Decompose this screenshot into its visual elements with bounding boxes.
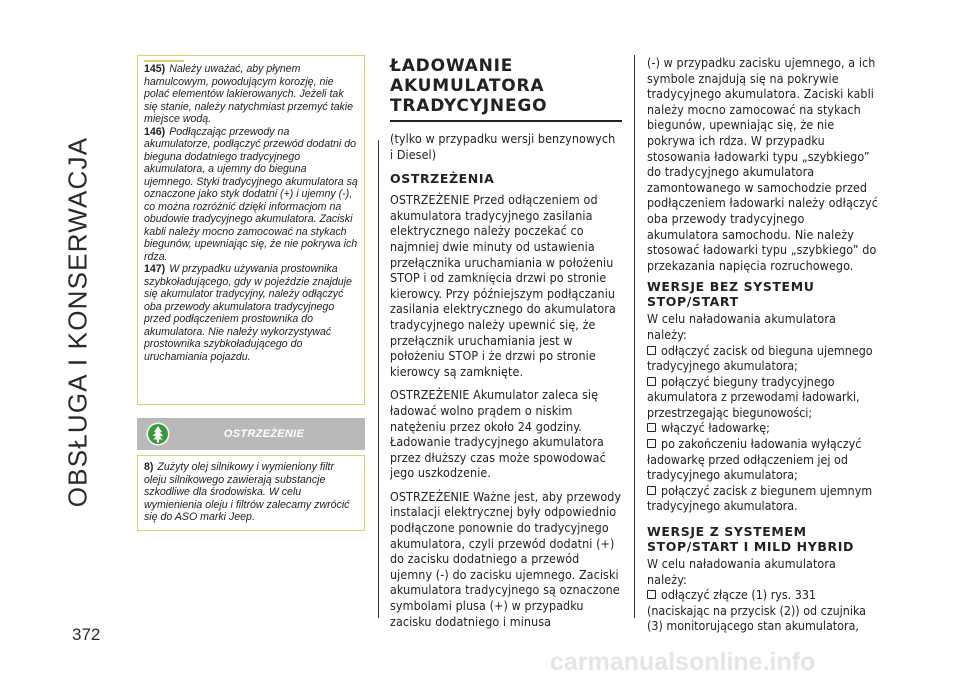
- warning-paragraph-1: OSTRZEŻENIE Przed odłączeniem od akumulatora tradycyjnego zasilania elektrycznego należy poczekać co najmniej dwie minuty od ustawienia przełącznika uruchamiania w położeniu STOP i od zamknięcia drzwi po stronie kierowcy. Przy późniejszym podłączaniu zasilania elektrycznego do akumulatora tradycyjnego należy upewnić się, że przełącznik uruchamiania jest w położeniu STOP i że drzwi po stronie kierowcy są zamknięte.: [390, 192, 616, 379]
- section2-steps-list: [647, 587, 879, 634]
- list-item: odłączyć złącze (1) rys. 331 (naciskając na przycisk (2)) od czujnika (3) monitorującego stan akumulatora,: [647, 587, 867, 634]
- warning-header-label: OSTRZEŻENIE: [223, 428, 305, 440]
- page-number: 372: [72, 625, 101, 644]
- section-side-title: OBSŁUGA I KONSERWACJA: [62, 136, 93, 508]
- note-147: 147) W przypadku używania prostownika szybkoładującego, gdy w pojeździe znajduje się akumulator tradycyjny, należy odłączyć oba przewody akumulatora tradycyjnego przed podłączeniem prostownika do akumulatora. Nie należy wykorzystywać prostownika szybkoładującego do uruchamiania pojazdu.: [144, 263, 352, 363]
- intro-text: (tylko w przypadku wersji benzynowych i Diesel): [390, 131, 616, 162]
- column-divider: [378, 140, 379, 618]
- warning-paragraph-3: OSTRZEŻENIE Ważne jest, aby przewody instalacji elektrycznej były odpowiednio podłączone ponownie do tradycyjnego akumulatora, czyli przewód dodatni (+) do zacisku dodatniego a przewód ujemny (-) do zacisku ujemnego. Zaciski akumulatora tradycyjnego są oznaczone symbolami plusa (+) w przypadku zacisku dodatniego i minusa: [390, 488, 622, 629]
- section2-intro: W celu naładowania akumulatora należy:: [647, 556, 836, 587]
- section1-intro: W celu naładowania akumulatora należy:: [647, 311, 836, 342]
- note-146: 146) Podłączając przewody na akumulatorze, podłączyć przewód dodatni do bieguna dodatniego tradycyjnego akumulatora, a ujemny do bieguna ujemnego. Styki tradycyjnego akumulatora są oznaczone jako styk dodatni (+) i ujemny (-), co można rozróżnić dzięki informacjom na obudowie tradycyjnego akumulatora. Zaciski kabli należy mocno zamocować na stykach biegunów, upewniając się, że nie pokrywa ich rdza.: [144, 125, 358, 263]
- warnings-heading: OSTRZEŻENIA: [390, 171, 495, 187]
- list-item: odłączyć zacisk od bieguna ujemnego tradycyjnego akumulatora;: [647, 342, 873, 374]
- list-item: włączyć ładowarkę;: [647, 420, 879, 436]
- watermark: carmanualsonline.info: [550, 648, 816, 676]
- checkbox-bullet-icon: [647, 423, 656, 432]
- main-column-left: [390, 55, 622, 629]
- notes-box: [137, 55, 365, 405]
- column-divider: [634, 55, 635, 618]
- section-heading-no-stop-start: WERSJE BEZ SYSTEMU STOP/START: [647, 279, 815, 310]
- list-item: po zakończeniu ładowania wyłączyć ładowarkę przed odłączeniem jej od tradycyjnego akumulatora;: [647, 436, 862, 483]
- notes-top-accent: [144, 60, 184, 62]
- page-title: ŁADOWANIE AKUMULATORA TRADYCYJNEGO: [390, 56, 548, 116]
- section1-steps-list: [647, 343, 879, 515]
- checkbox-bullet-icon: [647, 590, 656, 599]
- title-underline: [390, 120, 622, 122]
- warning-paragraph-2: OSTRZEŻENIE Akumulator zaleca się ładować wolno prądem o niskim natężeniu przez około 24 godziny. Ładowanie tradycyjnego akumulatora przez dłuższy czas może spowodować jego uszkodzenie.: [390, 387, 606, 481]
- section-heading-stop-start-mild-hybrid: WERSJE Z SYSTEMEM STOP/START I MILD HYBRID: [647, 524, 854, 555]
- list-item: połączyć bieguny tradycyjnego akumulatora z przewodami ładowarki, przestrzegając biegunowości;: [647, 373, 860, 420]
- warning-note: 8) Zużyty olej silnikowy i wymieniony filtr oleju silnikowego zawierają substancje szkodliwe dla środowiska. W celu wymienienia oleju i filtrów zalecamy zwrócić się do ASO marki Jeep.: [144, 461, 350, 523]
- main-column-right: [647, 55, 879, 634]
- checkbox-bullet-icon: [647, 439, 656, 448]
- checkbox-bullet-icon: [647, 377, 656, 386]
- list-item: połączyć zacisk z biegunem ujemnym tradycyjnego akumulatora.: [647, 482, 873, 514]
- note-145: 145) Należy uważać, aby płynem hamulcowym, powodującym korozję, nie polać elementów lakierowanych. Jeżeli tak się stanie, należy natychmiast przemyć takie miejsce wodą.: [144, 63, 354, 125]
- warning-box: [137, 455, 365, 531]
- checkbox-bullet-icon: [647, 486, 656, 495]
- warning-header: [137, 418, 365, 450]
- checkbox-bullet-icon: [647, 346, 656, 355]
- warning-paragraph-3-continued: (-) w przypadku zacisku ujemnego, a ich symbole znajdują się na pokrywie tradycyjnego akumulatora. Zaciski kabli należy mocno zamocować na stykach biegunów, upewniając się, że nie pokrywa ich rdza. W przypadku stosowania ładowarki typu „szybkiego” do tradycyjnego akumulatora zamontowanego w samochodzie przed podłączeniem ładowarki należy odłączyć oba przewody tradycyjnego akumulatora samochodu. Nie należy stosować ładowarki typu „szybkiego” do przekazania napięcia rozruchowego.: [647, 55, 878, 273]
